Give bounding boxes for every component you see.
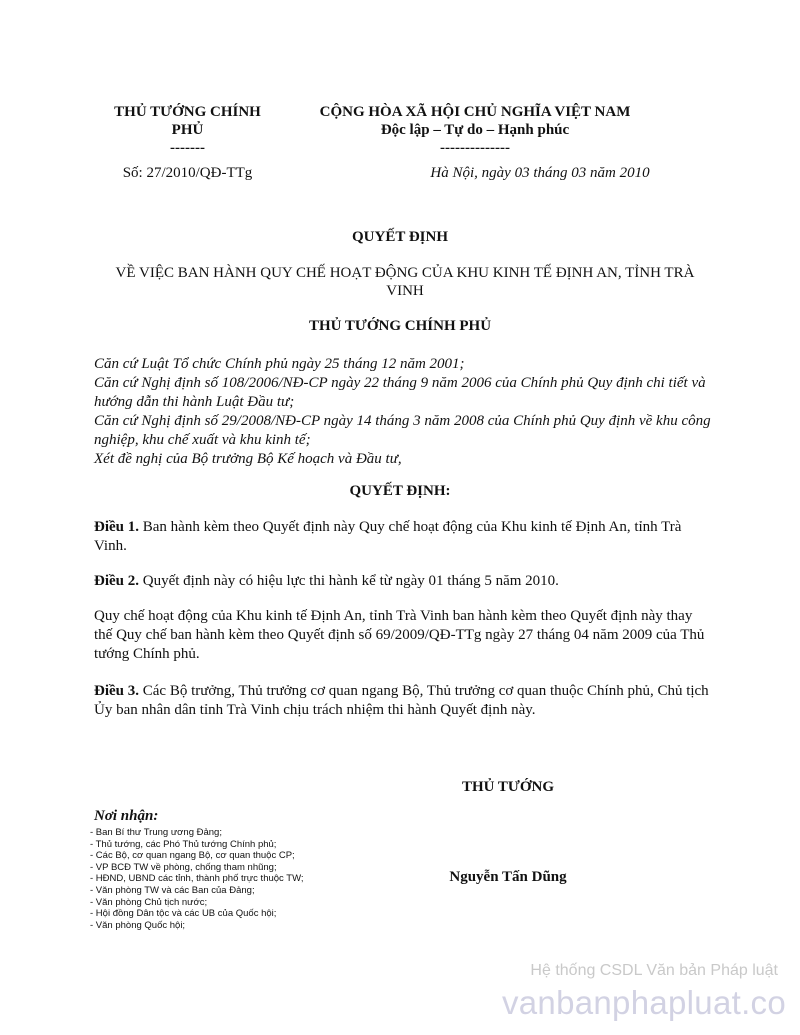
recipient-item: - VP BCĐ TW về phòng, chống tham nhũng;	[90, 861, 277, 873]
document-number: Số: 27/2010/QĐ-TTg	[122, 165, 253, 181]
article-1-label: Điều 1.	[94, 519, 139, 535]
issuing-authority-line1: THỦ TƯỚNG CHÍNH	[114, 104, 261, 120]
article-2	[94, 572, 714, 591]
place-and-date: Hà Nội, ngày 03 tháng 03 năm 2010	[430, 165, 650, 181]
recipients-heading: Nơi nhận:	[94, 808, 159, 824]
national-motto: Độc lập – Tự do – Hạnh phúc	[380, 122, 570, 138]
article-2-label: Điều 2.	[94, 573, 139, 589]
recipient-item: - Văn phòng Quốc hội;	[90, 919, 186, 931]
article-2-text: Quyết định này có hiệu lực thi hành kể từ ngày 01 tháng 5 năm 2010.	[139, 573, 559, 589]
legal-bases	[94, 355, 712, 469]
decision-heading: QUYẾT ĐỊNH:	[349, 483, 451, 499]
watermark-line1: Hệ thống CSDL Văn bản Pháp luật	[530, 962, 778, 979]
legal-basis-4: Xét đề nghị của Bộ trưởng Bộ Kế hoạch và Đầu tư,	[94, 451, 402, 467]
article-3	[94, 682, 709, 720]
issuer-heading: THỦ TƯỚNG CHÍNH PHỦ	[308, 318, 492, 334]
subject-line1: VỀ VIỆC BAN HÀNH QUY CHẾ HOẠT ĐỘNG CỦA KHU KINH TẾ ĐỊNH AN, TỈNH TRÀ	[115, 265, 695, 281]
recipient-item: - Văn phòng TW và các Ban của Đảng;	[90, 884, 255, 896]
nation-name: CỘNG HÒA XÃ HỘI CHỦ NGHĨA VIỆT NAM	[319, 104, 631, 120]
article-3-label: Điều 3.	[94, 683, 139, 699]
recipient-item: - Thủ tướng, các Phó Thủ tướng Chính phủ;	[90, 838, 277, 850]
national-header	[290, 103, 660, 157]
article-1-text: Ban hành kèm theo Quyết định này Quy chế hoạt động của Khu kinh tế Định An, tỉnh Trà Vinh.	[94, 519, 682, 554]
recipient-item: - HĐND, UBND các tỉnh, thành phố trực thuộc TW;	[90, 873, 304, 885]
document-subject	[90, 264, 720, 300]
motto-divider: --------------	[440, 140, 510, 156]
document-type-heading: QUYẾT ĐỊNH	[352, 229, 448, 245]
authority-divider: -------	[170, 140, 205, 156]
watermark-site-name: vanbanphapluat.co	[501, 984, 786, 1021]
issuing-authority-line2: PHỦ	[171, 122, 204, 138]
article-3-text: Các Bộ trưởng, Thủ trưởng cơ quan ngang Bộ, Thủ trưởng cơ quan thuộc Chính phủ, Chủ tịch Ủy ban nhân dân tỉnh Trà Vinh chịu trách nhiệm thi hành Quyết định này.	[94, 683, 709, 718]
signer-name: Nguyễn Tấn Dũng	[449, 869, 567, 885]
subject-line2: VINH	[386, 283, 424, 299]
recipient-item: - Ban Bí thư Trung ương Đảng;	[90, 827, 222, 838]
issuing-authority	[100, 103, 275, 157]
legal-basis-2: Căn cứ Nghị định số 108/2006/NĐ-CP ngày 22 tháng 9 năm 2006 của Chính phủ Quy định chi tiết và hướng dẫn thi hành Luật Đầu tư;	[94, 375, 706, 410]
article-2-paragraph: Quy chế hoạt động của Khu kinh tế Định An, tỉnh Trà Vinh ban hành kèm theo Quyết định này thay thế Quy chế ban hành kèm theo Quyết định số 69/2009/QĐ-TTg ngày 27 tháng 04 năm 2009 của Thủ tướng Chính phủ.	[94, 608, 705, 662]
recipients-list	[90, 827, 390, 931]
recipient-item: - Hội đồng Dân tộc và các UB của Quốc hội;	[90, 908, 277, 920]
recipient-item: - Văn phòng Chủ tịch nước;	[90, 896, 208, 908]
legal-basis-3: Căn cứ Nghị định số 29/2008/NĐ-CP ngày 14 tháng 3 năm 2008 của Chính phủ Quy định về khu công nghiệp, khu chế xuất và khu kinh tế;	[94, 413, 711, 448]
article-1	[94, 518, 694, 556]
legal-basis-1: Căn cứ Luật Tổ chức Chính phủ ngày 25 tháng 12 năm 2001;	[94, 356, 465, 372]
recipient-item: - Các Bộ, cơ quan ngang Bộ, cơ quan thuộc CP;	[90, 850, 295, 862]
signer-title: THỦ TƯỚNG	[461, 779, 555, 795]
